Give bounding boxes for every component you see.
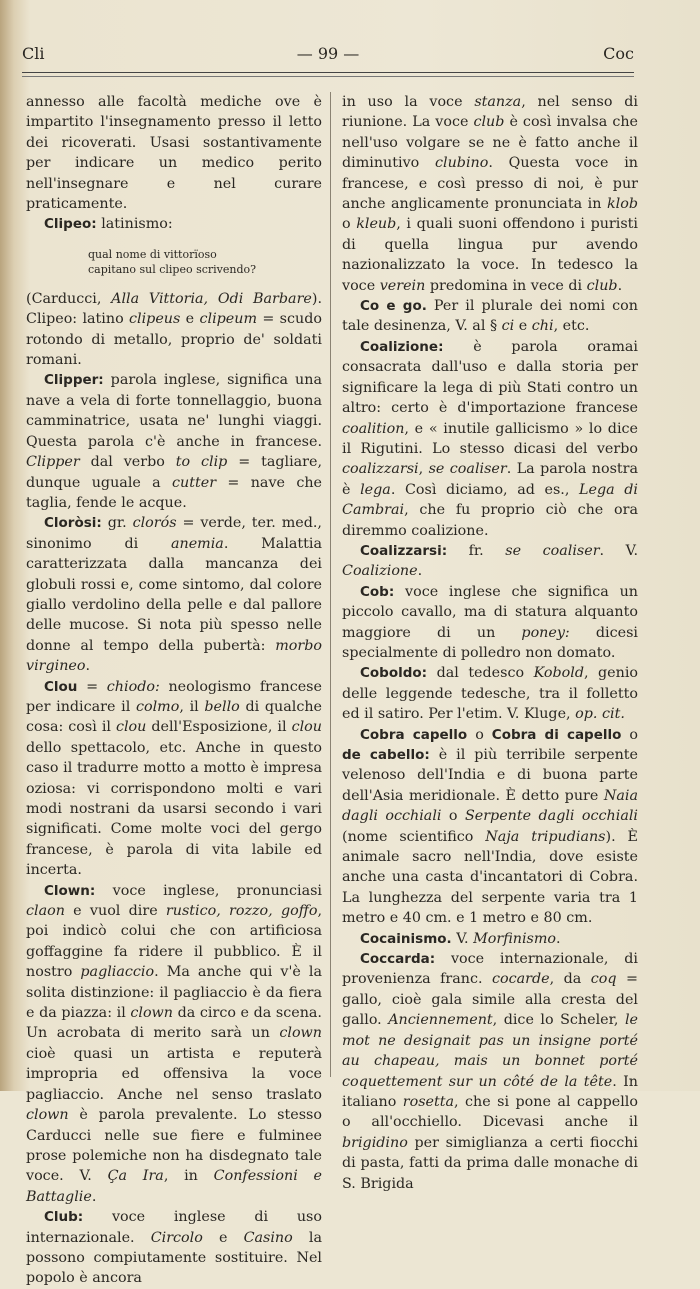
text-run: clipeus xyxy=(129,311,181,328)
entry-club xyxy=(26,1207,322,1289)
text-run: , il xyxy=(179,698,205,715)
headword: Clou xyxy=(44,678,78,695)
headword: Cobra capello xyxy=(360,726,468,743)
text-run: . La parola nostra è xyxy=(342,461,639,498)
text-run: pagliaccio xyxy=(80,964,155,981)
text-run: o xyxy=(467,726,492,743)
text-run: cutter xyxy=(172,474,217,491)
text-run: clubino xyxy=(435,155,489,172)
text-run: in uso la voce xyxy=(342,94,475,110)
text-run: voce inglese di uso internazionale. xyxy=(26,1209,322,1246)
text-run: la possono compiutamente sostituire. Nel popolo è ancora xyxy=(26,1229,322,1287)
text-run: Alla Vittoria, Odi Barbare xyxy=(111,290,312,307)
text-run: club xyxy=(586,277,618,294)
text-run: = verde, ter. med., sinonimo di xyxy=(26,515,322,552)
text-run: le mot ne designait pas un insigne porté au chapeau, mais un bonnet porté coquettement sur un côté de la tête xyxy=(342,1012,638,1090)
text-run: Naja tripudians xyxy=(485,828,606,845)
headword: de cabello: xyxy=(342,747,430,763)
text-run: o xyxy=(621,726,639,743)
text-run: predomina in vece di xyxy=(425,277,587,294)
text-run: , in xyxy=(163,1168,214,1185)
text-run: per simiglianza a certi fiocchi di pasta, fatti da prima dalle monache di S. Brigida xyxy=(342,1134,638,1192)
text-run: latinismo: xyxy=(101,216,173,233)
text-run: e xyxy=(514,318,532,335)
headword: Cob: xyxy=(360,583,395,600)
text-run: Morfinismo xyxy=(473,930,557,947)
left-column xyxy=(26,92,322,1289)
entry-clorosi xyxy=(26,513,322,676)
text-run: . xyxy=(417,563,423,580)
text-run: = gallo, cioè gala simile alla cresta del gallo. xyxy=(342,971,638,1029)
text-run: clown xyxy=(130,1005,174,1022)
text-run: , xyxy=(418,461,429,478)
text-run: , dice lo Scheler, xyxy=(492,1012,625,1029)
text-run: , poi indicò colui che con artificiosa goffaggine fa ridere il pubblico. È il nostro xyxy=(26,903,323,981)
page-number: — 99 — xyxy=(296,44,360,63)
headword: Coalizione: xyxy=(360,338,444,355)
text-run: dal tedesco xyxy=(427,665,534,682)
text-run: voce internazionale, di provenienza franc. xyxy=(342,951,638,988)
text-run: rustico, rozzo, goffo xyxy=(165,903,318,920)
text-run: annesso alle facoltà mediche ove è impartito l'insegnamento presso il letto dei ricoverati. Usasi sostantivamente per indicare un medico perito nell'insegnare e nel curare praticamente. xyxy=(26,94,322,213)
text-run: dell'Esposizione, il xyxy=(146,719,292,736)
text-run: to clip xyxy=(175,454,228,471)
text-run: , nel senso di riunione. La voce xyxy=(342,94,638,131)
text-run: Circolo xyxy=(150,1229,203,1246)
text-run: o xyxy=(441,808,465,825)
entry-coboldo xyxy=(342,663,638,724)
text-run: colmo xyxy=(135,698,180,715)
header-right-guide-word: Coc xyxy=(603,44,634,63)
text-run: brigidino xyxy=(342,1134,408,1151)
text-run: . xyxy=(91,1188,97,1205)
text-run: club xyxy=(473,114,505,131)
text-run: di qualche cosa: così il xyxy=(26,698,323,736)
text-run: (nome scientifico xyxy=(342,828,486,845)
column-divider xyxy=(330,92,331,1077)
text-run: . V. xyxy=(599,542,638,559)
text-run: , e « inutile gallicismo » lo dice il Rigutini. Lo stesso dicasi del verbo xyxy=(342,420,638,457)
text-run: rosetta xyxy=(402,1093,455,1110)
entry-cocainismo xyxy=(342,929,638,949)
headword: Clown: xyxy=(44,882,96,899)
text-run: Coalizione xyxy=(342,563,418,580)
headword: Coboldo: xyxy=(360,665,428,682)
text-run: Confessioni e Battaglie xyxy=(26,1168,323,1205)
text-run: . xyxy=(617,277,623,294)
text-run: qual nome di vittorïoso xyxy=(88,247,217,261)
text-run: e vuol dire xyxy=(64,903,166,920)
text-run: Ça Ira xyxy=(107,1168,164,1185)
text-run: gr. xyxy=(101,515,133,532)
text-run: coalizzarsi xyxy=(342,461,419,478)
header-rule-secondary xyxy=(22,76,634,77)
text-run: è parola prevalente. Lo stesso Carducci nelle sue fiere e fulminee prose polemiche non ha disdegnato tale voce. V. xyxy=(26,1107,322,1185)
text-run: dello spettacolo, etc. Anche in questo caso il tradurre motto a motto è impresa oziosa: vi corrispondono molti e vari modi nostrani da usarsi secondo i vari significati. Come molte voci del gergo francese, è parola di vita labile ed incerta. xyxy=(26,739,322,879)
text-run: clou xyxy=(291,719,322,736)
text-run: (Carducci, xyxy=(26,290,112,307)
text-run: coalition xyxy=(342,420,405,437)
text-run: , che fu proprio ciò che ora diremmo coalizione. xyxy=(342,502,638,539)
headword: Clipeo: xyxy=(44,216,97,233)
entry-coalizione xyxy=(342,337,638,541)
entry-continuation xyxy=(26,92,322,214)
text-run: Serpente dagli occhiali xyxy=(464,808,638,825)
text-run: clorós xyxy=(132,515,177,532)
text-run: op. cit. xyxy=(575,706,625,723)
text-run: = xyxy=(77,678,107,695)
text-run: voce inglese che significa un piccolo cavallo, ma di statura alquanto maggiore di un xyxy=(342,583,638,641)
text-run: neologismo francese per indicare il xyxy=(26,678,322,715)
entry-coalizzarsi xyxy=(342,541,638,582)
text-run: klob xyxy=(607,196,638,213)
text-run: chi xyxy=(531,318,554,335)
entry-clipeo-cont xyxy=(26,289,322,371)
text-run: V. xyxy=(451,930,474,947)
headword: Coalizzarsi: xyxy=(360,542,448,559)
entry-cobra xyxy=(342,725,638,929)
entry-co-go xyxy=(342,296,638,337)
header-rule xyxy=(22,72,634,73)
text-run: , genio delle leggende tedesche, tra il folletto ed il satiro. Per l'etim. V. Kluge, xyxy=(342,665,638,723)
text-run: e xyxy=(202,1229,244,1246)
text-run: Anciennement xyxy=(388,1012,493,1029)
right-column xyxy=(342,92,638,1194)
text-run: è così invalsa che nell'uso volgare se ne è fatto anche il diminutivo xyxy=(342,114,638,172)
text-run: coq xyxy=(590,971,617,988)
text-run: capitano sul clipeo scrivendo? xyxy=(88,262,257,276)
text-run: clown xyxy=(279,1025,322,1042)
text-run: bello xyxy=(204,698,240,715)
entry-club-cont xyxy=(342,92,638,296)
text-run: Kobold xyxy=(533,665,584,682)
text-run: = scudo rotondo di metallo, proprio de' soldati romani. xyxy=(26,311,322,369)
text-run: dicesi specialmente di polledro non domato. xyxy=(342,624,638,661)
text-run: = tagliare, dunque uguale a xyxy=(26,454,323,491)
text-run: Clipper xyxy=(26,454,80,471)
headword: Cocainismo. xyxy=(360,930,452,947)
headword: Clipper: xyxy=(44,372,104,389)
text-run: claon xyxy=(26,903,65,920)
text-run: , che si pone al cappello o all'occhiello. Dicevasi anche il xyxy=(342,1093,638,1131)
text-run: stanza xyxy=(474,94,522,110)
text-run: voce inglese, pronunciasi xyxy=(95,882,322,899)
text-run: cocarde xyxy=(492,971,550,988)
text-run: . Ma anche qui v'è la solita distinzione: il pagliaccio è da fiera e da piazza: il xyxy=(26,964,322,1022)
headword: Club: xyxy=(44,1209,84,1226)
text-run: , i quali suoni offendono i puristi di quella lingua pur avendo nazionalizzato la voce. In tedesco la voce xyxy=(342,216,638,294)
text-run: . Così diciamo, ad es., xyxy=(390,481,580,498)
text-run: . xyxy=(85,658,91,675)
running-header xyxy=(22,44,634,68)
entry-clipeo xyxy=(26,214,322,234)
text-run: Casino xyxy=(243,1229,293,1246)
text-run: Naia dagli occhiali xyxy=(342,787,638,825)
verse-quote xyxy=(88,247,322,277)
header-left-guide-word: Cli xyxy=(22,44,45,63)
text-run: lega xyxy=(360,481,391,498)
entry-cob xyxy=(342,582,638,664)
entry-clou xyxy=(26,677,322,881)
text-run: kleub xyxy=(356,216,397,233)
headword: Co e go. xyxy=(360,298,427,315)
text-run: ). Clipeo: latino xyxy=(26,290,322,328)
headword: Cobra di capello xyxy=(491,726,622,743)
text-run: da circo e da scena. Un acrobata di merito sarà un xyxy=(26,1005,322,1042)
text-run: fr. xyxy=(447,542,506,559)
entry-coccarda xyxy=(342,949,638,1194)
entry-clown xyxy=(26,881,322,1208)
text-run: e xyxy=(180,311,200,328)
text-run: . In italiano xyxy=(342,1073,638,1110)
text-run: poney: xyxy=(521,624,570,641)
text-run: se coaliser xyxy=(505,542,600,559)
text-run: chiodo: xyxy=(106,678,160,695)
headword: Coccarda: xyxy=(360,951,436,968)
text-run: se coaliser xyxy=(428,461,507,478)
text-run: , etc. xyxy=(553,318,590,335)
text-run: anemia xyxy=(170,535,224,552)
text-run: = nave che taglia, fende le acque. xyxy=(26,474,322,511)
text-run: clipeum xyxy=(199,311,258,328)
text-run: è parola oramai consacrata dall'uso e dalla storia per significare la lega di più Stati contro un altro: certo è d'importazione francese xyxy=(342,338,638,417)
text-run: . Questa voce in francese, e così presso di noi, è pur anche anglicamente pronunciata in xyxy=(342,155,638,213)
text-run: , da xyxy=(549,971,591,988)
text-run: Per il plurale dei nomi con tale desinenza, V. al § xyxy=(342,298,638,335)
text-run: clown xyxy=(26,1107,69,1124)
text-run: o xyxy=(342,216,357,233)
text-run: . xyxy=(556,930,561,947)
text-run: ). È animale sacro nell'India, dove esiste anche una casta d'incantatori di Cobra. La lunghezza del serpente varia tra 1 metro e 40 cm. e 1 metro e 80 cm. xyxy=(342,828,638,927)
entry-clipper xyxy=(26,370,322,513)
text-run: è il più terribile serpente velenoso dell'India e di buona parte dell'Asia meridionale. È detto pure xyxy=(342,747,638,804)
text-run: cioè quasi un artista e reputerà impropria ed offensiva la voce pagliaccio. Anche nel senso traslato xyxy=(26,1045,322,1103)
text-run: ci xyxy=(501,318,515,335)
text-run: morbo virgineo xyxy=(26,637,322,675)
text-run: clou xyxy=(115,719,147,736)
text-run: parola inglese, significa una nave a vela di forte tonnellaggio, buona camminatrice, usata ne' lunghi viaggi. Questa parola c'è anche in francese. xyxy=(26,372,322,450)
text-run: Lega di Cambrai xyxy=(342,481,638,519)
headword: Cloròsi: xyxy=(44,515,102,532)
text-run: verein xyxy=(379,277,426,294)
text-run: dal verbo xyxy=(79,454,176,471)
text-run: . Malattia caratterizzata dalla mancanza dei globuli rossi e, come sintomo, dal colore giallo verdolino della pelle e dal pallore delle mucose. Si nota più spesso nelle donne al tempo della pubertà: xyxy=(26,535,323,654)
